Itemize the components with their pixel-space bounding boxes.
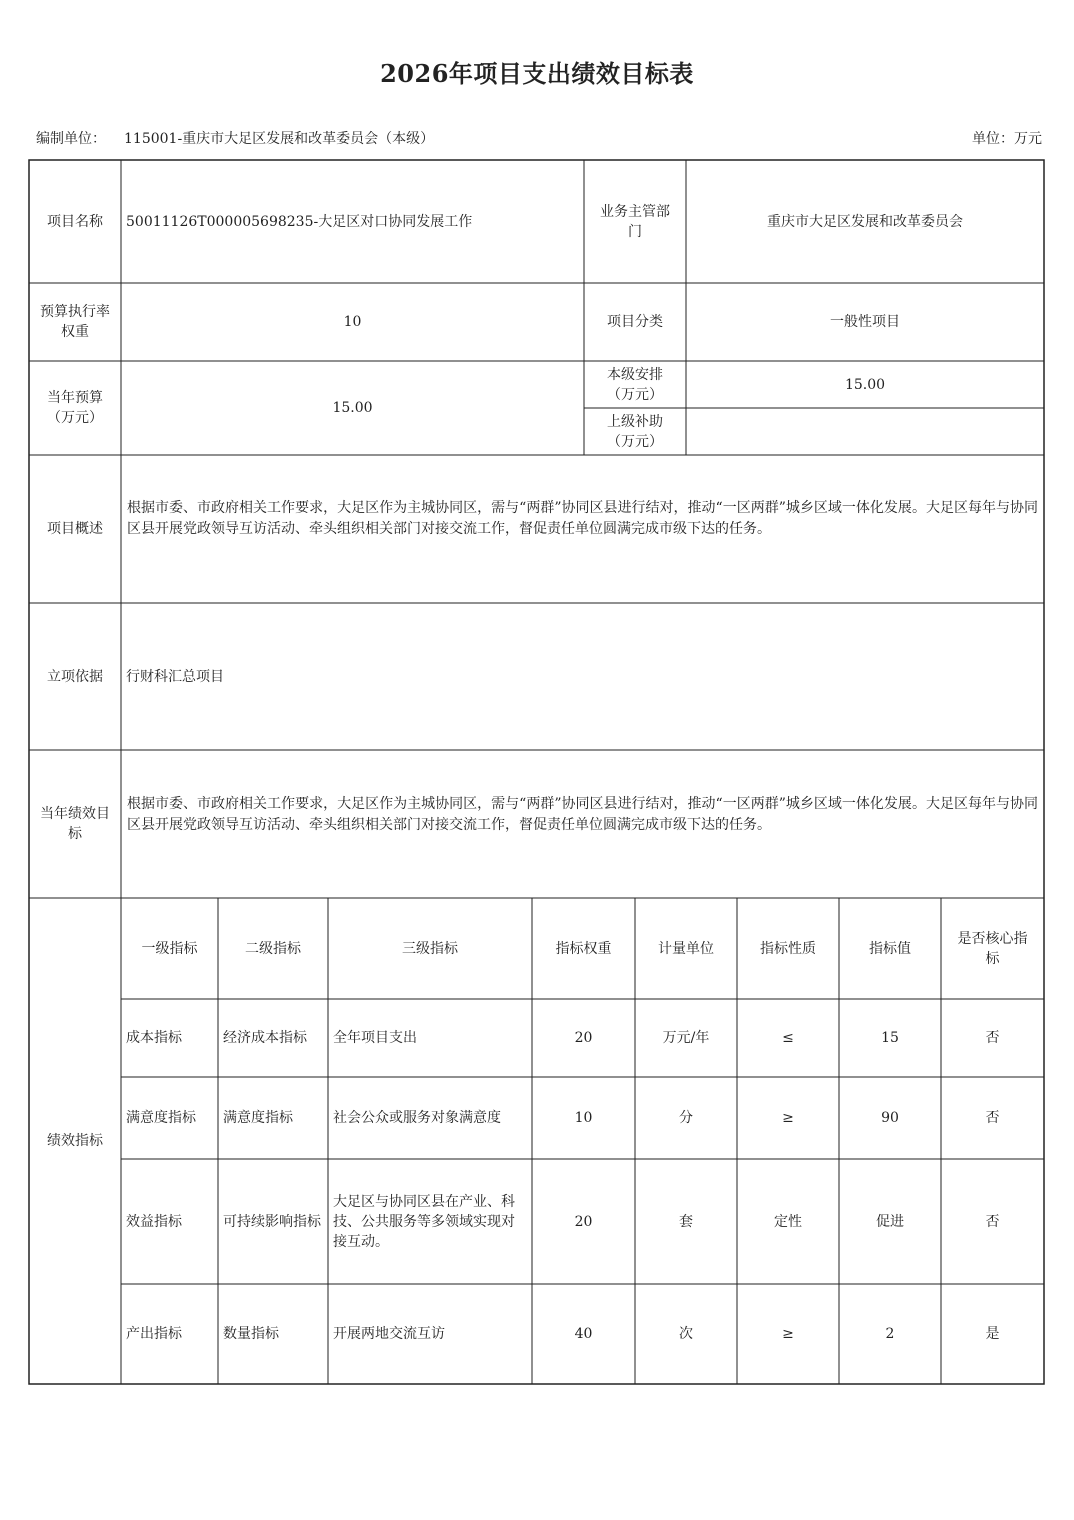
row-core: 否 xyxy=(985,1213,1000,1230)
row-weight: 20 xyxy=(574,1213,593,1230)
category-label: 项目分类 xyxy=(607,314,663,330)
row-level1: 效益指标 xyxy=(126,1213,182,1230)
budget-value: 15.00 xyxy=(332,400,373,416)
goal-value: 根据市委、市政府相关工作要求，大足区作为主城协同区，需与“两群”协同区县进行结对，推动“一区两群”城乡区域一体化发展。大足区每年与协同区县开展党政领导互访活动、牵头组织相关部门对接交流工作，督促责任单位圆满完成市级下达的任务。 xyxy=(127,796,1038,833)
row-core: 是 xyxy=(985,1326,1000,1342)
indicators-section-label: 绩效指标 xyxy=(47,1133,103,1149)
local-label: 本级安排（万元） xyxy=(607,366,663,403)
exec-rate-value: 10 xyxy=(343,314,362,330)
row-level1: 满意度指标 xyxy=(126,1110,196,1126)
page-title: 2026年项目支出绩效目标表 xyxy=(380,59,694,88)
row-level2: 经济成本指标 xyxy=(223,1030,307,1046)
row-value: 2 xyxy=(885,1326,895,1342)
upper-value xyxy=(686,408,1044,455)
row-unit: 次 xyxy=(679,1326,693,1342)
row-value: 促进 xyxy=(876,1213,904,1230)
header-level2: 二级指标 xyxy=(245,940,301,957)
exec-rate-label: 预算执行率权重 xyxy=(40,304,110,340)
header-value: 指标值 xyxy=(869,940,911,957)
row-level3: 全年项目支出 xyxy=(333,1030,417,1046)
row-weight: 20 xyxy=(574,1030,593,1046)
row-core: 否 xyxy=(985,1110,1000,1126)
header-level1: 一级指标 xyxy=(141,940,198,957)
row-unit: 分 xyxy=(679,1110,693,1126)
row-unit: 套 xyxy=(679,1213,693,1230)
local-value: 15.00 xyxy=(844,376,886,393)
row-value: 15 xyxy=(881,1030,899,1046)
row-level2: 满意度指标 xyxy=(223,1110,293,1126)
row-value: 90 xyxy=(881,1110,899,1126)
row-weight: 40 xyxy=(574,1326,593,1342)
row-level3: 大足区与协同区县在产业、科技、公共服务等多领域实现对接互动。 xyxy=(333,1193,515,1250)
project-name-value: 50011126T000005698235-大足区对口协同发展工作 xyxy=(126,213,473,230)
overview-value: 根据市委、市政府相关工作要求，大足区作为主城协同区，需与“两群”协同区县进行结对，推动“一区两群”城乡区域一体化发展。大足区每年与协同区县开展党政领导互访活动、牵头组织相关部门对接交流工作，督促责任单位圆满完成市级下达的任务。 xyxy=(127,500,1038,537)
header-weight: 指标权重 xyxy=(555,940,612,957)
unit-label: 单位：万元 xyxy=(972,131,1042,147)
org-value: 115001-重庆市大足区发展和改革委员会（本级） xyxy=(124,131,435,147)
row-unit: 万元/年 xyxy=(662,1030,710,1046)
header-core: 是否核心指标 xyxy=(957,930,1028,967)
upper-label: 上级补助（万元） xyxy=(607,413,663,450)
dept-value: 重庆市大足区发展和改革委员会 xyxy=(767,213,963,230)
row-level3: 开展两地交流互访 xyxy=(333,1326,445,1342)
row-core: 否 xyxy=(985,1030,1000,1046)
row-level1: 成本指标 xyxy=(126,1030,182,1046)
category-value: 一般性项目 xyxy=(830,314,900,330)
basis-value: 行财科汇总项目 xyxy=(126,668,224,685)
basis-label: 立项依据 xyxy=(47,668,103,685)
goal-label: 当年绩效目标 xyxy=(40,806,110,842)
budget-label: 当年预算（万元） xyxy=(47,390,103,426)
row-nature: ≥ xyxy=(782,1326,794,1342)
row-nature: ≤ xyxy=(782,1030,794,1046)
header-nature: 指标性质 xyxy=(760,940,816,957)
row-level1: 产出指标 xyxy=(126,1326,182,1342)
project-name-label: 项目名称 xyxy=(47,213,103,230)
header-unit: 计量单位 xyxy=(658,940,714,957)
row-weight: 10 xyxy=(574,1110,593,1126)
row-level2: 可持续影响指标 xyxy=(223,1213,321,1230)
row-nature: ≥ xyxy=(782,1110,794,1126)
row-nature: 定性 xyxy=(774,1213,802,1230)
row-level3: 社会公众或服务对象满意度 xyxy=(333,1110,501,1126)
overview-label: 项目概述 xyxy=(47,521,103,537)
org-line xyxy=(36,128,434,148)
row-level2: 数量指标 xyxy=(223,1326,279,1342)
dept-label: 业务主管部门 xyxy=(600,203,670,240)
header-level3: 三级指标 xyxy=(402,940,458,957)
org-label: 编制单位： xyxy=(36,131,106,147)
